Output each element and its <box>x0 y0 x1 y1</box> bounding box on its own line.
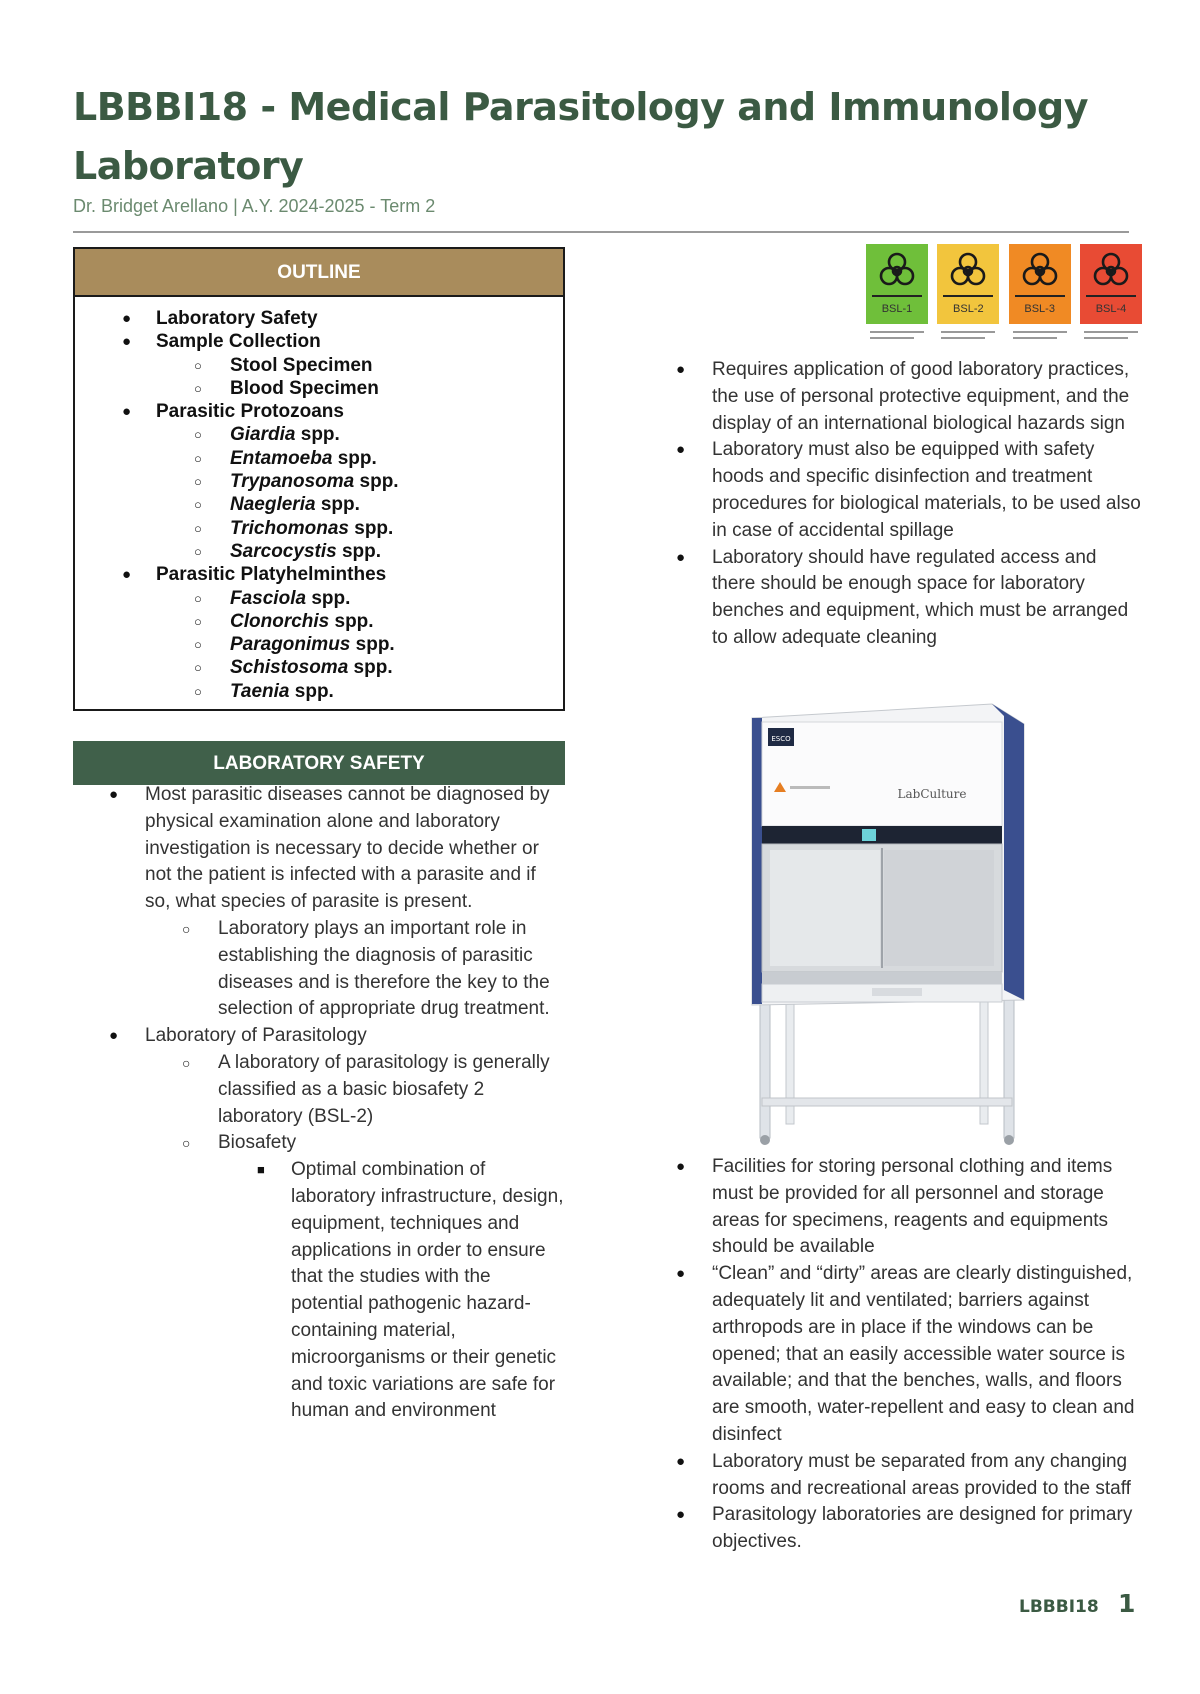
bullet-marker: ● <box>676 1452 686 1470</box>
outline-item <box>75 517 563 540</box>
outline-item <box>75 563 563 586</box>
outline-item-text: Parasitic Protozoans <box>156 401 344 423</box>
bsl-card <box>937 244 999 324</box>
biohazard-icon <box>877 250 917 290</box>
bsl-caption-line <box>941 331 995 333</box>
bullet-marker: ● <box>676 1506 686 1524</box>
outline-item-text: Stool Specimen <box>230 354 373 376</box>
outline-item <box>75 307 563 330</box>
bullet-marker: ● <box>109 786 119 803</box>
genus-name: Paragonimus <box>230 634 351 656</box>
bullet-marker: ○ <box>182 1054 191 1071</box>
outline-item-text: spp. <box>332 447 377 469</box>
bullet-marker: ○ <box>182 920 191 937</box>
bsl-sign <box>1080 244 1142 350</box>
bullet-marker: ○ <box>194 380 202 396</box>
outline-item <box>75 447 563 470</box>
list-item <box>672 1449 1142 1503</box>
outline-item <box>75 680 563 703</box>
outline-item-text: Blood Specimen <box>230 377 379 399</box>
list-item <box>672 357 1142 437</box>
bullet-marker: ○ <box>194 520 202 536</box>
lab-safety-item-text: Biosafety <box>218 1132 297 1154</box>
bsl-caption-line <box>941 337 985 339</box>
bsl-caption-line <box>1013 337 1057 339</box>
bullet-marker: ○ <box>194 427 202 443</box>
outline-heading: OUTLINE <box>75 249 563 297</box>
bullet-marker: ● <box>122 333 132 351</box>
right-top-list <box>672 357 1142 652</box>
bullet-marker: ● <box>676 441 686 459</box>
list-item-text: Laboratory must be separated from any changing rooms and recreational areas provided to the staff <box>712 1450 1131 1499</box>
lab-safety-item <box>73 782 565 916</box>
bullet-marker: ○ <box>194 357 202 373</box>
outline-item-text: spp. <box>354 471 399 493</box>
bullet-marker: ● <box>676 1265 686 1283</box>
bsl-sign <box>937 244 999 350</box>
bsl-divider <box>872 295 922 297</box>
bullet-marker: ○ <box>194 637 202 653</box>
bsl-caption-line <box>870 331 924 333</box>
outline-item <box>75 587 563 610</box>
bsl-label: BSL-1 <box>881 303 913 315</box>
bullet-marker: ○ <box>182 1135 191 1152</box>
genus-name: Naegleria <box>230 494 316 516</box>
list-item <box>672 437 1142 544</box>
outline-item <box>75 377 563 400</box>
outline-box <box>73 247 565 711</box>
bullet-marker: ● <box>676 1158 686 1175</box>
bsl-card <box>1009 244 1071 324</box>
lab-safety-item <box>73 1157 565 1425</box>
header-divider <box>73 231 1129 233</box>
lab-safety-item-text: Most parasitic diseases cannot be diagnosed by physical examination alone and laboratory investigation is necessary to decide whether or not the patient is infected with a parasite and if so, what species of parasite is present. <box>145 784 550 913</box>
list-item-text: Laboratory should have regulated access and there should be enough space for laboratory benches and equipment, which must be arranged to allow adequate cleaning <box>712 546 1129 648</box>
bullet-marker: ● <box>122 403 132 421</box>
svg-text:ESCO: ESCO <box>771 735 791 743</box>
outline-item-text: spp. <box>348 657 393 679</box>
bsl-card <box>1080 244 1142 324</box>
lab-safety-item-text: A laboratory of parasitology is generally classified as a basic biosafety 2 laboratory (BSL-2) <box>218 1051 550 1127</box>
genus-name: Giardia <box>230 424 296 446</box>
genus-name: Clonorchis <box>230 610 330 632</box>
outline-item <box>75 493 563 516</box>
bsl-divider <box>943 295 993 297</box>
outline-item <box>75 610 563 633</box>
outline-item-text: Parasitic Platyhelminthes <box>156 564 387 586</box>
bsl-sign <box>866 244 928 350</box>
bullet-marker: ● <box>109 1027 119 1045</box>
bullet-marker: ○ <box>194 590 202 606</box>
list-item-text: Requires application of good laboratory practices, the use of personal protective equipment, and the display of an international biological hazards sign <box>712 359 1130 434</box>
biohazard-icon <box>1091 250 1131 290</box>
outline-item-text: Sample Collection <box>156 331 321 353</box>
bullet-marker: ○ <box>194 474 202 490</box>
genus-name: Entamoeba <box>230 447 333 469</box>
outline-item <box>75 330 563 353</box>
list-item-text: Laboratory must also be equipped with safety hoods and specific disinfection and treatment procedures for biological materials, to be used also in case of accidental spillage <box>712 439 1141 541</box>
lab-safety-item <box>73 916 565 1023</box>
biosafety-cabinet-image <box>742 700 1032 1146</box>
bullet-marker: ○ <box>194 497 202 513</box>
genus-name: Fasciola <box>230 587 307 609</box>
outline-item-text: spp. <box>348 517 394 539</box>
page-title: LBBBI18 - Medical Parasitology and Immunology Laboratory <box>73 85 1088 188</box>
bsl-card <box>866 244 928 324</box>
lab-safety-list <box>73 782 565 1425</box>
bsl-caption-line <box>1084 331 1138 333</box>
outline-item-text: spp. <box>315 494 360 516</box>
lab-safety-item <box>73 1050 565 1130</box>
biohazard-icon <box>948 250 988 290</box>
bsl-caption-line <box>1084 337 1128 339</box>
genus-name: Schistosoma <box>230 657 349 679</box>
bsl-label: BSL-4 <box>1095 303 1127 315</box>
lab-safety-heading: LABORATORY SAFETY <box>73 741 565 785</box>
lab-safety-item <box>73 1130 565 1157</box>
lab-safety-item-text: Laboratory plays an important role in establishing the diagnosis of parasitic diseases and is therefore the key to the selection of appropriate drug treatment. <box>218 917 550 1020</box>
bullet-marker: ● <box>122 310 132 327</box>
bullet-marker: ○ <box>194 660 202 676</box>
outline-item-text: spp. <box>329 610 374 632</box>
outline-item <box>75 423 563 446</box>
list-item <box>672 1261 1142 1449</box>
bullet-marker: ○ <box>194 450 202 466</box>
page-subtitle: Dr. Bridget Arellano | A.Y. 2024-2025 - Term 2 <box>73 196 436 216</box>
lab-safety-item-text: Optimal combination of laboratory infrastructure, design, equipment, techniques and applications in order to ensure that the studies with the potential pathogenic hazard-containing material, microorganisms or their genetic and toxic variations are safe for human and environment <box>291 1159 564 1422</box>
bsl-caption-line <box>870 337 914 339</box>
lab-safety-item-text: Laboratory of Parasitology <box>145 1025 367 1047</box>
outline-item-text: Laboratory Safety <box>156 308 318 329</box>
bullet-marker: ○ <box>194 613 202 629</box>
bsl-divider <box>1015 295 1065 297</box>
footer-course-code: LBBBI18 <box>1019 1597 1099 1617</box>
genus-name: Trichomonas <box>230 517 349 539</box>
page-number: 1 <box>1118 1589 1136 1618</box>
genus-name: Trypanosoma <box>230 471 355 493</box>
outline-item <box>75 633 563 656</box>
bullet-marker: ○ <box>194 543 202 559</box>
outline-item <box>75 540 563 563</box>
bsl-divider <box>1086 295 1136 297</box>
outline-item <box>75 656 563 679</box>
cabinet-brand: LabCulture <box>897 787 967 801</box>
bullet-marker: ● <box>676 548 686 566</box>
outline-list <box>75 297 563 703</box>
outline-item-text: spp. <box>336 540 382 562</box>
outline-item-text: spp. <box>306 587 351 609</box>
list-item-text: Facilities for storing personal clothing and items must be provided for all personnel and storage areas for specimens, reagents and equipments should be available <box>712 1156 1113 1258</box>
right-bottom-list <box>672 1154 1142 1556</box>
outline-item-text: spp. <box>295 424 340 446</box>
bsl-sign <box>1009 244 1071 350</box>
outline-item-text: spp. <box>289 680 334 702</box>
bullet-marker: ● <box>122 566 132 584</box>
bullet-marker: ○ <box>194 683 202 699</box>
bullet-marker: ● <box>676 361 686 378</box>
outline-item <box>75 400 563 423</box>
bsl-caption-line <box>1013 331 1067 333</box>
list-item <box>672 1154 1142 1261</box>
biosafety-level-signs <box>866 244 1142 350</box>
biohazard-icon <box>1020 250 1060 290</box>
lab-safety-item <box>73 1023 565 1050</box>
outline-item <box>75 470 563 493</box>
list-item-text: “Clean” and “dirty” areas are clearly distinguished, adequately lit and ventilated; barriers against arthropods are in place if the windows can be opened; that an easily accessible water source is available; and that the benches, walls, and floors are smooth, water-repellent and easy to clean and disinfect <box>712 1263 1135 1445</box>
genus-name: Taenia <box>230 680 290 702</box>
bsl-label: BSL-2 <box>953 303 984 315</box>
list-item-text: Parasitology laboratories are designed for primary objectives. <box>712 1504 1133 1553</box>
outline-item <box>75 354 563 377</box>
genus-name: Sarcocystis <box>230 540 337 562</box>
list-item <box>672 1502 1142 1556</box>
bullet-marker: ■ <box>257 1162 265 1178</box>
outline-item-text: spp. <box>350 634 395 656</box>
bsl-label: BSL-3 <box>1024 303 1055 315</box>
list-item <box>672 545 1142 652</box>
